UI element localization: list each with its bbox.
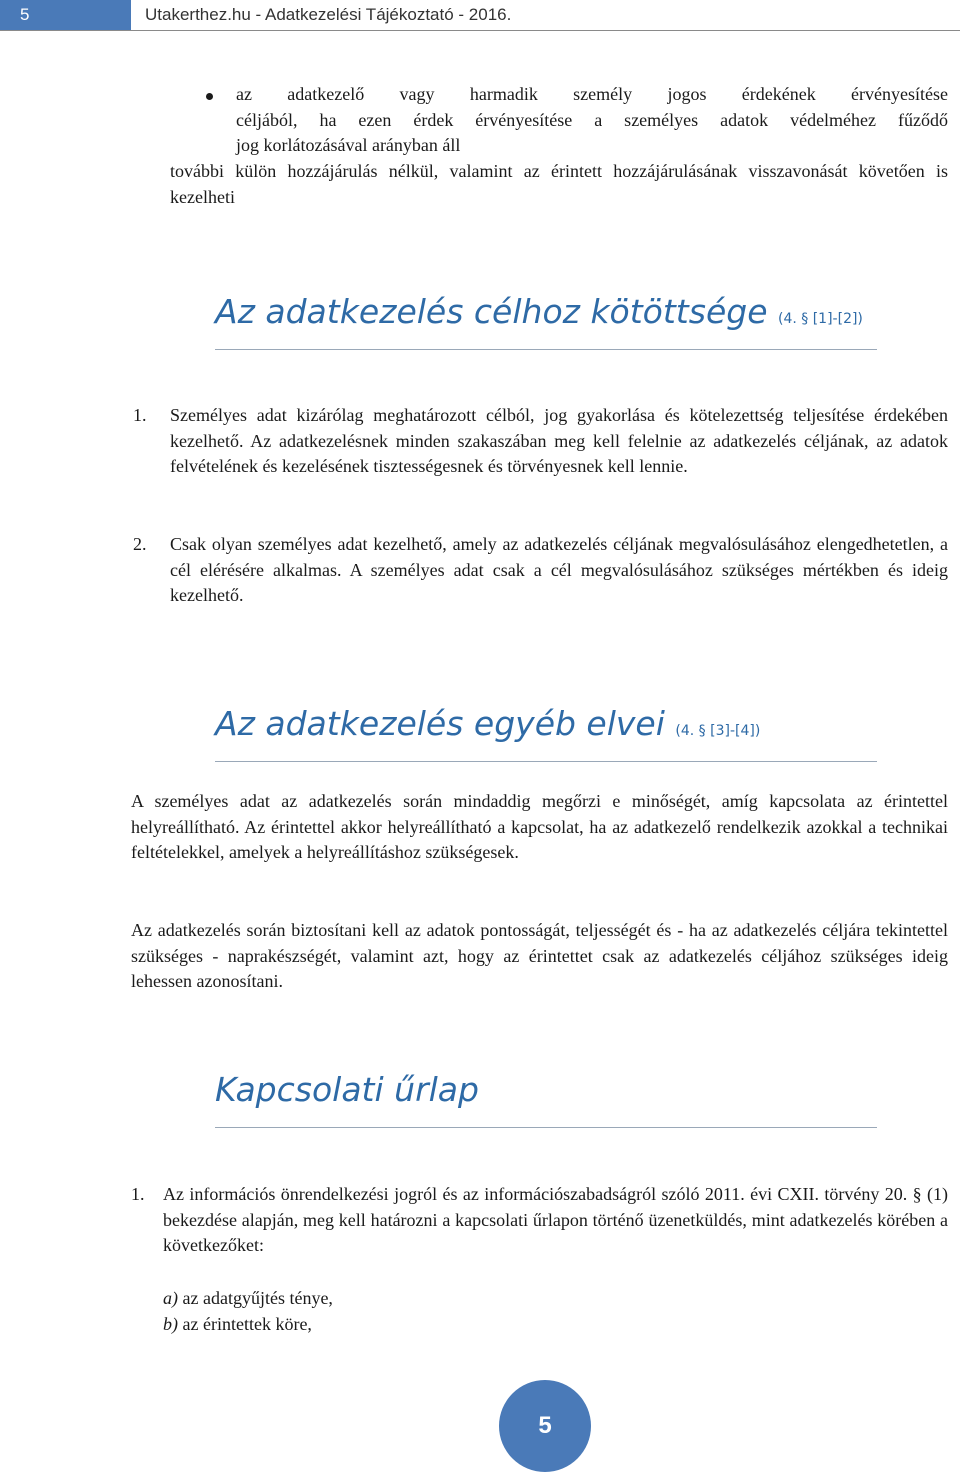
bullet-line-2: céljából, ha ezen érdek érvényesítése a személyes adatok védelméhez fűződő [236, 109, 948, 130]
section-heading-ref: (4. § [1]-[2]) [778, 311, 863, 327]
footer-page-number: 5 [499, 1380, 591, 1472]
section-heading-title: Az adatkezelés egyéb elvei [215, 704, 665, 743]
section-divider [215, 761, 877, 762]
section-divider [215, 1127, 877, 1128]
sub-item-label: a) [163, 1288, 178, 1308]
item-number: 1. [131, 1184, 145, 1204]
section-heading-title: Kapcsolati űrlap [215, 1070, 479, 1109]
section-heading-contact-form [215, 1070, 479, 1110]
paragraph [131, 918, 948, 995]
sub-item [163, 1312, 312, 1338]
section-heading-purpose [215, 292, 863, 339]
bullet-dot-icon [206, 93, 213, 100]
numbered-item [131, 1182, 948, 1259]
paragraph [131, 789, 948, 866]
header-title: Utakerthez.hu - Adatkezelési Tájékoztató - 2016. [145, 5, 512, 24]
header-page-number: 5 [0, 0, 131, 30]
sub-item-text: az adatgyűjtés ténye, [182, 1288, 333, 1308]
sub-item [163, 1286, 333, 1312]
sub-item-text: az érintettek köre, [182, 1314, 312, 1334]
section-heading-title: Az adatkezelés célhoz kötöttsége [215, 292, 768, 331]
item-text: Személyes adat kizárólag meghatározott célból, jog gyakorlása és kötelezettség teljesítése érdekében kezelhető. Az adatkezelésnek minden szakaszában meg kell felelnie az adatkezelés céljának, az adatok felvételének és kezelésének tisztességesnek és törvényesnek kell lennie. [170, 405, 948, 477]
section-heading-ref: (4. § [3]-[4]) [675, 723, 761, 739]
bullet-line-3: jog korlátozásával arányban áll [236, 135, 461, 156]
paragraph-text: A személyes adat az adatkezelés során mindaddig megőrzi e minőségét, amíg kapcsolata az érintettel helyreállítható. Az érintettel akkor helyreállítható a kapcsolat, ha az adatkezelő rendelkezik azokkal a technikai feltételekkel, amelyek a helyreállításhoz szükségesek. [131, 791, 948, 863]
item-text: Az információs önrendelkezési jogról és az információszabadságról szóló 2011. évi CXII. törvény 20. § (1) bekezdése alapján, meg kell határozni a kapcsolati űrlapon történő üzenetküldés, mint adatkezelés körében a következőket: [163, 1184, 948, 1256]
bullet-item [170, 82, 948, 211]
section-heading-principles [215, 704, 760, 751]
item-text: Csak olyan személyes adat kezelhető, amely az adatkezelés céljának megvalósulásához elengedhetetlen, a cél elérésére alkalmas. A személyes adat csak a cél megvalósulásához szükséges mértékben és ideig kezelhető. [170, 534, 948, 606]
page-header [0, 0, 960, 31]
sub-item-label: b) [163, 1314, 178, 1334]
numbered-item [133, 532, 948, 609]
paragraph-text: Az adatkezelés során biztosítani kell az adatok pontosságát, teljességét és - ha az adatkezelés céljára tekintettel szükséges - naprakészségét, valamint azt, hogy az érintettet csak az adatkezelés céljához szükséges ideig lehessen azonosítani. [131, 920, 948, 992]
item-number: 2. [133, 534, 147, 554]
numbered-item [133, 403, 948, 480]
item-number: 1. [133, 405, 147, 425]
bullet-line-1: az adatkezelő vagy harmadik személy jogos érdekének érvényesítése [236, 84, 948, 104]
section-divider [215, 349, 877, 350]
bullet-continuation: további külön hozzájárulás nélkül, valamint az érintett hozzájárulásának visszavonását követően is kezelheti [170, 161, 948, 207]
